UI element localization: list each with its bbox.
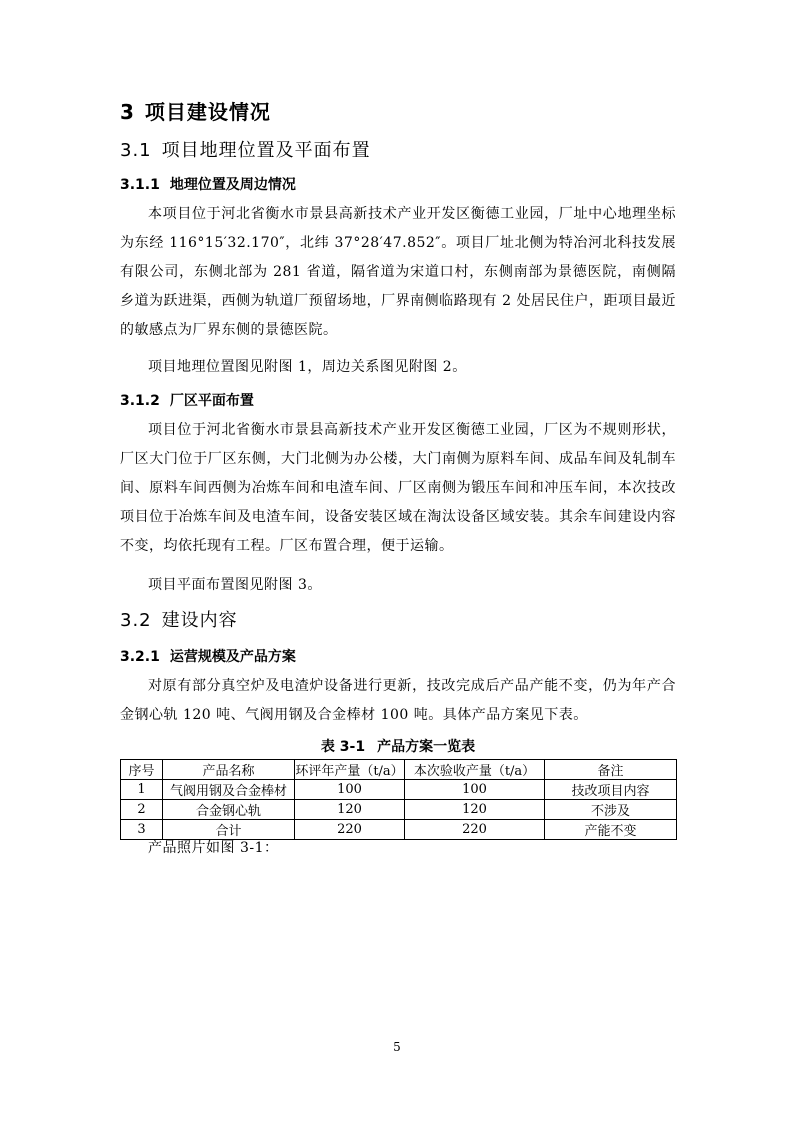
subsubsection-title: 厂区平面布置 xyxy=(169,393,254,409)
cell-eia-output: 120 xyxy=(295,800,405,820)
subsubsection-heading-3-2-1 xyxy=(120,646,296,666)
table-caption xyxy=(120,736,676,756)
cell-eia-output: 100 xyxy=(295,780,405,800)
cell-acceptance-output: 100 xyxy=(405,780,545,800)
cell-acceptance-output: 120 xyxy=(405,800,545,820)
subsubsection-title: 地理位置及周边情况 xyxy=(169,177,296,193)
subsubsection-title: 运营规模及产品方案 xyxy=(169,649,296,665)
cell-index: 3 xyxy=(121,820,163,840)
paragraph-location: 本项目位于河北省衡水市景县高新技术产业开发区衡德工业园，厂址中心地理坐标为东经 116°15′32.170″，北纬 37°28′47.852″。项目厂址北侧为特冶河北科技发展有限公司，东侧北部为 281 省道，隔省道为宋道口村，东侧南部为景德医院，南侧隔乡道为跃进渠，西侧为轨道厂预留场地，厂界南侧临路现有 2 处居民住户，距项目最近的敏感点为厂界东侧的景德医院。 xyxy=(120,206,676,338)
paragraph-photo-ref: 产品照片如图 3-1： xyxy=(148,840,279,856)
subsubsection-number: 3.2.1 xyxy=(120,649,160,665)
cell-product-name: 气阀用钢及合金棒材 xyxy=(163,780,295,800)
section-heading xyxy=(120,96,271,125)
cell-remarks: 技改项目内容 xyxy=(545,780,677,800)
page-number: 5 xyxy=(393,1040,401,1054)
product-plan-table xyxy=(120,759,677,840)
subsection-heading-3-2 xyxy=(120,606,238,632)
table-header-row xyxy=(121,760,677,780)
header-remarks: 备注 xyxy=(545,760,677,780)
subsubsection-number: 3.1.1 xyxy=(120,177,160,193)
subsection-heading-3-1 xyxy=(120,136,371,162)
header-acceptance-output: 本次验收产量（t/a） xyxy=(405,760,545,780)
section-number: 3 xyxy=(120,100,135,124)
header-eia-output: 环评年产量（t/a） xyxy=(295,760,405,780)
paragraph-production: 对原有部分真空炉及电渣炉设备进行更新，技改完成后产品产能不变，仍为年产合金钢心轨 120 吨、气阀用钢及合金棒材 100 吨。具体产品方案见下表。 xyxy=(120,678,676,723)
paragraph-layout: 项目位于河北省衡水市景县高新技术产业开发区衡德工业园，厂区为不规则形状，厂区大门位于厂区东侧，大门北侧为办公楼，大门南侧为原料车间、成品车间及轧制车间、原料车间西侧为冶炼车间和电渣车间、厂区南侧为锻压车间和冲压车间，本次技改项目位于冶炼车间及电渣车间，设备安装区域在淘汰设备区域安装。其余车间建设内容不变，均依托现有工程。厂区布置合理，便于运输。 xyxy=(120,422,676,554)
table-row xyxy=(121,780,677,800)
paragraph-layout-figure: 项目平面布置图见附图 3。 xyxy=(148,577,322,593)
subsection-number: 3.1 xyxy=(120,140,152,161)
cell-product-name: 合金钢心轨 xyxy=(163,800,295,820)
table-caption-number: 表 3-1 xyxy=(320,739,366,755)
cell-index: 1 xyxy=(121,780,163,800)
table-row xyxy=(121,800,677,820)
section-title: 项目建设情况 xyxy=(144,100,271,124)
cell-acceptance-output: 220 xyxy=(405,820,545,840)
subsection-number: 3.2 xyxy=(120,610,152,631)
subsection-title: 建设内容 xyxy=(161,610,238,631)
subsubsection-heading-3-1-2 xyxy=(120,390,254,410)
subsubsection-heading-3-1-1 xyxy=(120,174,296,194)
cell-remarks: 产能不变 xyxy=(545,820,677,840)
cell-eia-output: 220 xyxy=(295,820,405,840)
cell-index: 2 xyxy=(121,800,163,820)
table-caption-title: 产品方案一览表 xyxy=(377,739,476,755)
paragraph-location-figures: 项目地理位置图见附图 1，周边关系图见附图 2。 xyxy=(148,359,467,375)
header-product-name: 产品名称 xyxy=(163,760,295,780)
cell-product-name: 合计 xyxy=(163,820,295,840)
subsection-title: 项目地理位置及平面布置 xyxy=(161,140,371,161)
subsubsection-number: 3.1.2 xyxy=(120,393,160,409)
header-index: 序号 xyxy=(121,760,163,780)
cell-remarks: 不涉及 xyxy=(545,800,677,820)
